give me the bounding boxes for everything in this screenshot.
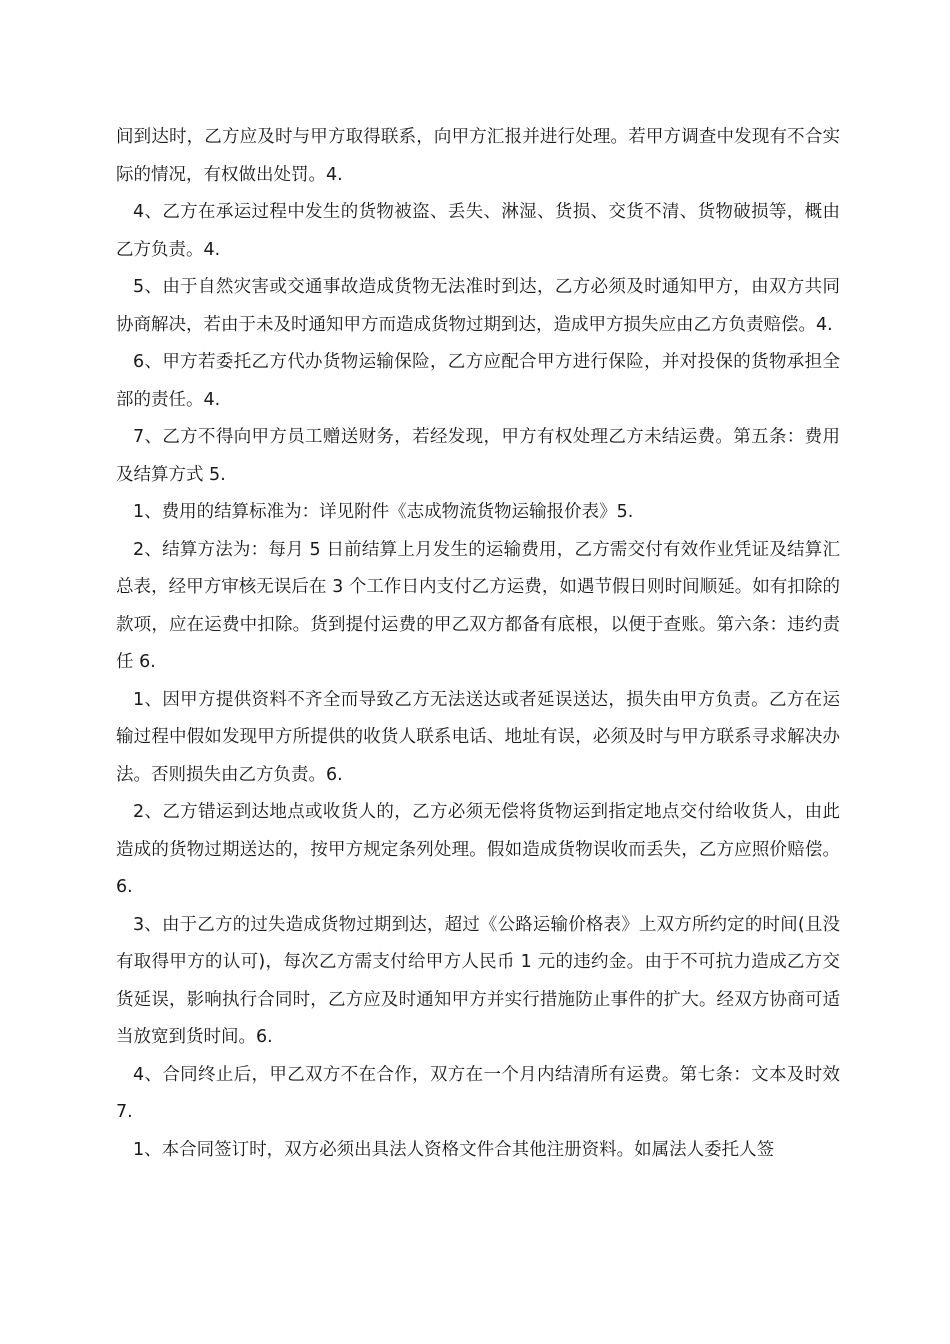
paragraph-8: 1、因甲方提供资料不齐全而导致乙方无法送达或者延误送达，损失由甲方负责。乙方在运输过程中假如发现甲方所提供的收货人联系电话、地址有误，必须及时与甲方联系寻求解决办法。否则损失由乙方负责。6. <box>116 689 840 785</box>
paragraph-2: 4、乙方在承运过程中发生的货物被盗、丢失、淋湿、货损、交货不清、货物破损等，概由乙方负责。4. <box>116 202 840 260</box>
paragraph-4: 6、甲方若委托乙方代办货物运输保险，乙方应配合甲方进行保险，并对投保的货物承担全部的责任。4. <box>116 352 840 410</box>
paragraph-7: 2、结算方法为：每月 5 日前结算上月发生的运输费用，乙方需交付有效作业凭证及结算汇总表，经甲方审核无误后在 3 个工作日内支付乙方运费，如遇节假日则时间顺延。如有扣除的款项，应在运费中扣除。货到提付运费的甲乙双方都备有底根，以便于查账。第六条：违约责任 6. <box>116 539 840 672</box>
paragraph-12: 1、本合同签订时，双方必须出具法人资格文件合其他注册资料。如属法人委托人签 <box>133 1139 775 1160</box>
paragraph-5: 7、乙方不得向甲方员工赠送财务，若经发现，甲方有权处理乙方未结运费。第五条：费用及结算方式 5. <box>116 427 840 485</box>
paragraph-3: 5、由于自然灾害或交通事故造成货物无法准时到达，乙方必须及时通知甲方，由双方共同协商解决，若由于未及时通知甲方而造成货物过期到达，造成甲方损失应由乙方负责赔偿。4. <box>116 277 840 335</box>
paragraph-9: 2、乙方错运到达地点或收货人的，乙方必须无偿将货物运到指定地点交付给收货人，由此造成的货物过期送达的，按甲方规定条列处理。假如造成货物误收而丢失，乙方应照价赔偿。6. <box>116 802 840 897</box>
paragraph-11: 4、合同终止后，甲乙双方不在合作，双方在一个月内结清所有运费。第七条：文本及时效 7. <box>116 1064 840 1122</box>
paragraph-6: 1、费用的结算标准为：详见附件《志成物流货物运输报价表》5. <box>133 502 634 522</box>
document-body <box>116 119 840 1169</box>
paragraph-1: 间到达时，乙方应及时与甲方取得联系，向甲方汇报并进行处理。若甲方调查中发现有不合实际的情况，有权做出处罚。4. <box>116 127 840 185</box>
paragraph-10: 3、由于乙方的过失造成货物过期到达，超过《公路运输价格表》上双方所约定的时间(且没有取得甲方的认可)，每次乙方需支付给甲方人民币 1 元的违约金。由于不可抗力造成乙方交货延误，影响执行合同时，乙方应及时通知甲方并实行措施防止事件的扩大。经双方协商可适当放宽到货时间。6. <box>116 914 840 1047</box>
